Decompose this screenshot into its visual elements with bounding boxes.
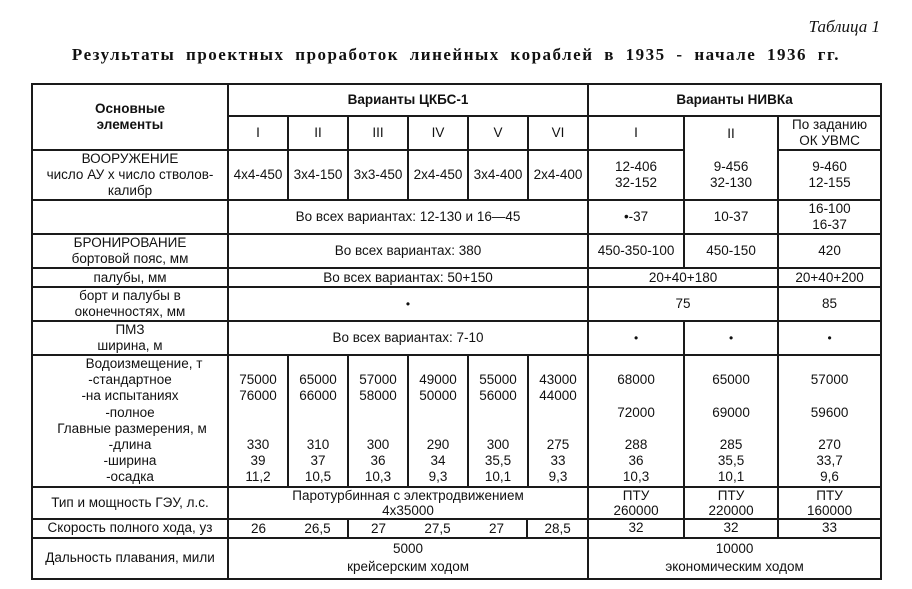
powerplant-ckbs-all-variants: Паротурбинная с электродвижением 4х35000: [228, 487, 588, 519]
table-row-armament: [32, 150, 881, 200]
header-ckbs-variant-4: IV: [408, 116, 468, 150]
powerplant-nivka-2: ПТУ 220000: [684, 487, 778, 519]
armament-ckbs-4: 2х4-450: [408, 150, 468, 200]
displacement-ckbs-1: 75000 76000 330 39 11,2: [228, 355, 288, 487]
ends-row-label: борт и палубы в оконечностях, мм: [32, 287, 228, 321]
armament-ckbs-3: 3х3-450: [348, 150, 408, 200]
page-title: Результаты проектных проработок линейных кораблей в 1935 - начале 1936 гг.: [71, 45, 841, 64]
powerplant-nivka-1: ПТУ 260000: [588, 487, 684, 519]
speed-value-ckbs-4: 27,5: [424, 520, 451, 536]
range-ckbs-all-variants: 5000 крейсерским ходом: [228, 538, 588, 579]
belt-nivka-2: 450-150: [684, 234, 778, 268]
displacement-nivka-2: 65000 69000 285 35,5 10,1: [684, 355, 778, 487]
aa-ckbs-all-variants: Во всех вариантах: 12-130 и 16—45: [228, 200, 588, 234]
header-ckbs-variant-1: I: [228, 116, 288, 150]
aa-nivka-1: •-37: [588, 200, 684, 234]
armament-uvms: 9-460 12-155: [778, 150, 881, 200]
pmz-row-label: ПМЗ ширина, м: [32, 321, 228, 355]
belt-nivka-1: 450-350-100: [588, 234, 684, 268]
displacement-nivka-1: 68000 72000 288 36 10,3: [588, 355, 684, 487]
header-ckbs-variant-5: V: [468, 116, 528, 150]
header-uvms-task: По заданию ОК УВМС: [778, 116, 881, 150]
table-row-speed: [32, 519, 881, 538]
table-row-aa-armament: [32, 200, 881, 234]
speed-nivka-1: 32: [588, 519, 684, 538]
armament-nivka-1: 12-406 32-152: [588, 150, 684, 200]
pmz-ckbs-all-variants: Во всех вариантах: 7-10: [228, 321, 588, 355]
battleship-design-results-table: [31, 83, 882, 580]
decks-uvms: 20+40+200: [778, 268, 881, 287]
displacement-ckbs-5: 55000 56000 300 35,5 10,1: [468, 355, 528, 487]
armament-nivka-2: 9-456 32-130: [684, 150, 778, 200]
table-row-group-header: [32, 84, 881, 116]
ends-nivka-1-2: 75: [588, 287, 778, 321]
table-row-displacement-dimensions: [32, 355, 881, 487]
belt-uvms: 420: [778, 234, 881, 268]
decks-nivka-1-2: 20+40+180: [588, 268, 778, 287]
table-caption: Таблица 1: [808, 17, 880, 36]
speed-uvms: 33: [778, 519, 881, 538]
header-group-ckbs: Варианты ЦКБС-1: [228, 84, 588, 116]
speed-value-ckbs-6: 28,5: [526, 520, 587, 537]
speed-value-ckbs-2: 26,5: [304, 520, 331, 536]
speed-row-label: Скорость полного хода, уз: [32, 519, 228, 538]
table-row-armor-belt: [32, 234, 881, 268]
header-ckbs-variant-3: III: [348, 116, 408, 150]
armament-ckbs-5: 3х4-400: [468, 150, 528, 200]
ends-uvms: 85: [778, 287, 881, 321]
header-main-elements: Основные элементы: [32, 84, 228, 150]
belt-row-label: БРОНИРОВАНИЕ бортовой пояс, мм: [32, 234, 228, 268]
armament-ckbs-2: 3х4-150: [288, 150, 348, 200]
header-nivka-variant-2: II: [684, 116, 778, 150]
table-row-armor-decks: [32, 268, 881, 287]
aa-row-label: [32, 200, 228, 234]
armament-row-label: ВООРУЖЕНИЕ число АУ х число стволов- калибр: [32, 150, 228, 200]
displacement-row-label: Водоизмещение, т -стандартное -на испытаниях -полное Главные размерения, м -длина -ширина -осадка: [32, 355, 228, 487]
header-group-nivka: Варианты НИВКа: [588, 84, 881, 116]
ends-ckbs-all-variants: •: [228, 287, 588, 321]
speed-ckbs-values-cell: [228, 519, 588, 538]
armament-ckbs-6: 2х4-400: [528, 150, 588, 200]
speed-value-ckbs-3: 27: [347, 520, 408, 537]
range-row-label: Дальность плавания, мили: [32, 538, 228, 579]
range-nivka-all: 10000 экономическим ходом: [588, 538, 881, 579]
belt-ckbs-all-variants: Во всех вариантах: 380: [228, 234, 588, 268]
aa-nivka-2: 10-37: [684, 200, 778, 234]
powerplant-row-label: Тип и мощность ГЭУ, л.с.: [32, 487, 228, 519]
header-ckbs-variant-2: II: [288, 116, 348, 150]
decks-ckbs-all-variants: Во всех вариантах: 50+150: [228, 268, 588, 287]
pmz-nivka-1: •: [588, 321, 684, 355]
pmz-uvms: •: [778, 321, 881, 355]
displacement-ckbs-4: 49000 50000 290 34 9,3: [408, 355, 468, 487]
speed-value-ckbs-5: 27: [489, 520, 505, 536]
speed-nivka-2: 32: [684, 519, 778, 538]
header-nivka-variant-1: I: [588, 116, 684, 150]
powerplant-uvms: ПТУ 160000: [778, 487, 881, 519]
armament-ckbs-1: 4х4-450: [228, 150, 288, 200]
displacement-ckbs-2: 65000 66000 310 37 10,5: [288, 355, 348, 487]
displacement-uvms: 57000 59600 270 33,7 9,6: [778, 355, 881, 487]
displacement-ckbs-3: 57000 58000 300 36 10,3: [348, 355, 408, 487]
pmz-nivka-2: •: [684, 321, 778, 355]
table-row-armor-ends: [32, 287, 881, 321]
aa-uvms: 16-100 16-37: [778, 200, 881, 234]
speed-values-row: [229, 520, 587, 537]
speed-value-ckbs-1: 26: [250, 520, 267, 536]
displacement-ckbs-6: 43000 44000 275 33 9,3: [528, 355, 588, 487]
decks-row-label: палубы, мм: [32, 268, 228, 287]
table-row-pmz: [32, 321, 881, 355]
header-ckbs-variant-6: VI: [528, 116, 588, 150]
table-row-range: [32, 538, 881, 579]
table-row-powerplant: [32, 487, 881, 519]
